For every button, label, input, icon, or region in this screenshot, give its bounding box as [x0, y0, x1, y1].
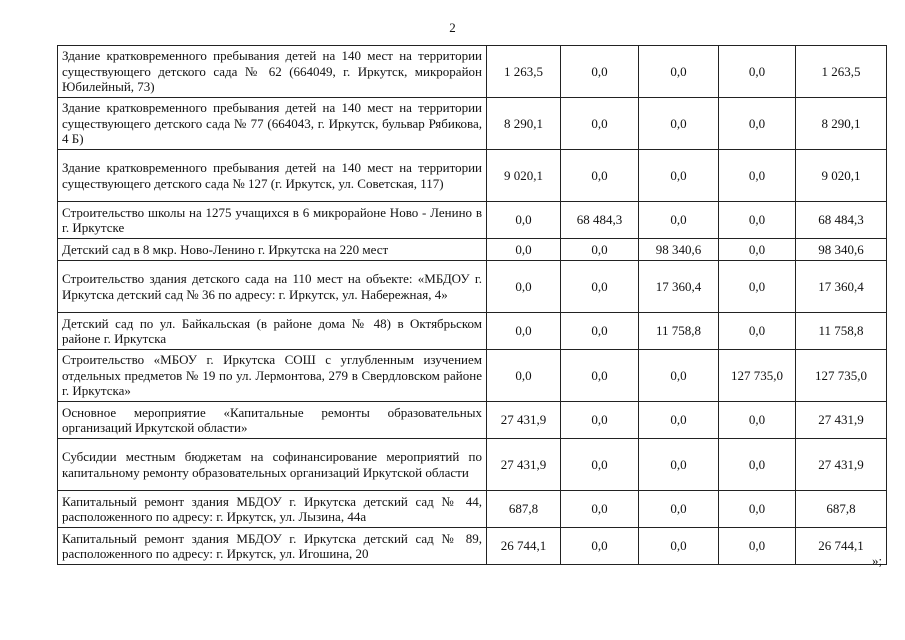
budget-table [57, 45, 887, 565]
cell-total: 68 484,3 [796, 202, 887, 239]
cell-value: 0,0 [719, 402, 796, 439]
table-row [58, 202, 887, 239]
cell-value: 0,0 [639, 150, 719, 202]
row-name: Капитальный ремонт здания МБДОУ г. Иркутска детский сад № 44, расположенного по адресу: г. Иркутск, ул. Лызина, 44а [58, 491, 487, 528]
cell-value: 0,0 [561, 439, 639, 491]
row-name: Здание кратковременного пребывания детей на 140 мест на территории существующего детского сада № 77 (664043, г. Иркутск, бульвар Рябикова, 4 Б) [58, 98, 487, 150]
cell-value: 0,0 [639, 402, 719, 439]
row-name: Здание кратковременного пребывания детей на 140 мест на территории существующего детского сада № 62 (664049, г. Иркутск, микрорайон Юбилейный, 73) [58, 46, 487, 98]
cell-value: 0,0 [719, 98, 796, 150]
page-number: 2 [449, 20, 456, 35]
table-row [58, 261, 887, 313]
cell-value: 0,0 [719, 313, 796, 350]
cell-value: 0,0 [561, 46, 639, 98]
cell-value: 0,0 [639, 439, 719, 491]
cell-total: 127 735,0 [796, 350, 887, 402]
row-name: Детский сад в 8 мкр. Ново-Ленино г. Иркутска на 220 мест [58, 239, 487, 261]
cell-total: 9 020,1 [796, 150, 887, 202]
cell-value: 0,0 [719, 491, 796, 528]
cell-value: 9 020,1 [487, 150, 561, 202]
cell-value: 0,0 [719, 261, 796, 313]
cell-value: 0,0 [561, 150, 639, 202]
table-row [58, 150, 887, 202]
table-row [58, 350, 887, 402]
cell-total: 11 758,8 [796, 313, 887, 350]
cell-total: 1 263,5 [796, 46, 887, 98]
cell-value: 0,0 [487, 239, 561, 261]
cell-value: 0,0 [719, 439, 796, 491]
row-name: Строительство здания детского сада на 110 мест на объекте: «МБДОУ г. Иркутска детский сад № 36 по адресу: г. Иркутск, ул. Набережная, 4» [58, 261, 487, 313]
cell-value: 17 360,4 [639, 261, 719, 313]
cell-value: 1 263,5 [487, 46, 561, 98]
cell-total: 17 360,4 [796, 261, 887, 313]
cell-value: 0,0 [561, 528, 639, 565]
cell-value: 8 290,1 [487, 98, 561, 150]
row-name: Основное мероприятие «Капитальные ремонты образовательных организаций Иркутской области» [58, 402, 487, 439]
cell-value: 687,8 [487, 491, 561, 528]
cell-value: 0,0 [561, 402, 639, 439]
row-name: Строительство «МБОУ г. Иркутска СОШ с углубленным изучением отдельных предметов № 19 по ул. Лермонтова, 279 в Свердловском районе г. Иркутска» [58, 350, 487, 402]
table-row [58, 46, 887, 98]
row-name: Капитальный ремонт здания МБДОУ г. Иркутска детский сад № 89, расположенного по адресу: г. Иркутск, ул. Игошина, 20 [58, 528, 487, 565]
cell-value: 0,0 [719, 202, 796, 239]
cell-value: 68 484,3 [561, 202, 639, 239]
cell-value: 0,0 [719, 46, 796, 98]
cell-value: 0,0 [639, 202, 719, 239]
cell-value: 0,0 [487, 313, 561, 350]
table-row [58, 239, 887, 261]
row-name: Здание кратковременного пребывания детей на 140 мест на территории существующего детского сада № 127 (г. Иркутск, ул. Советская, 117) [58, 150, 487, 202]
row-name: Строительство школы на 1275 учащихся в 6 микрорайоне Ново - Ленино в г. Иркутске [58, 202, 487, 239]
table-row [58, 491, 887, 528]
cell-total: 26 744,1 [796, 528, 887, 565]
cell-value: 0,0 [487, 350, 561, 402]
cell-value: 0,0 [639, 528, 719, 565]
cell-value: 11 758,8 [639, 313, 719, 350]
cell-value: 27 431,9 [487, 439, 561, 491]
cell-value: 26 744,1 [487, 528, 561, 565]
cell-value: 98 340,6 [639, 239, 719, 261]
cell-value: 0,0 [561, 491, 639, 528]
cell-total: 687,8 [796, 491, 887, 528]
row-name: Субсидии местным бюджетам на софинансирование мероприятий по капитальному ремонту образовательных организаций Иркутской области [58, 439, 487, 491]
table-row [58, 402, 887, 439]
cell-value: 0,0 [561, 98, 639, 150]
cell-value: 27 431,9 [487, 402, 561, 439]
cell-value: 0,0 [719, 239, 796, 261]
table-row [58, 313, 887, 350]
cell-value: 0,0 [639, 46, 719, 98]
cell-total: 27 431,9 [796, 439, 887, 491]
closing-quote-mark: »; [872, 553, 883, 568]
cell-value: 0,0 [561, 239, 639, 261]
cell-value: 0,0 [719, 528, 796, 565]
cell-value: 0,0 [719, 150, 796, 202]
cell-total: 98 340,6 [796, 239, 887, 261]
cell-total: 8 290,1 [796, 98, 887, 150]
table-row [58, 98, 887, 150]
cell-value: 0,0 [561, 261, 639, 313]
cell-value: 127 735,0 [719, 350, 796, 402]
cell-value: 0,0 [561, 313, 639, 350]
cell-value: 0,0 [487, 261, 561, 313]
cell-value: 0,0 [639, 98, 719, 150]
cell-value: 0,0 [561, 350, 639, 402]
table-row [58, 528, 887, 565]
row-name: Детский сад по ул. Байкальская (в районе дома № 48) в Октябрьском районе г. Иркутска [58, 313, 487, 350]
cell-value: 0,0 [639, 350, 719, 402]
cell-total: 27 431,9 [796, 402, 887, 439]
cell-value: 0,0 [639, 491, 719, 528]
table-row [58, 439, 887, 491]
cell-value: 0,0 [487, 202, 561, 239]
